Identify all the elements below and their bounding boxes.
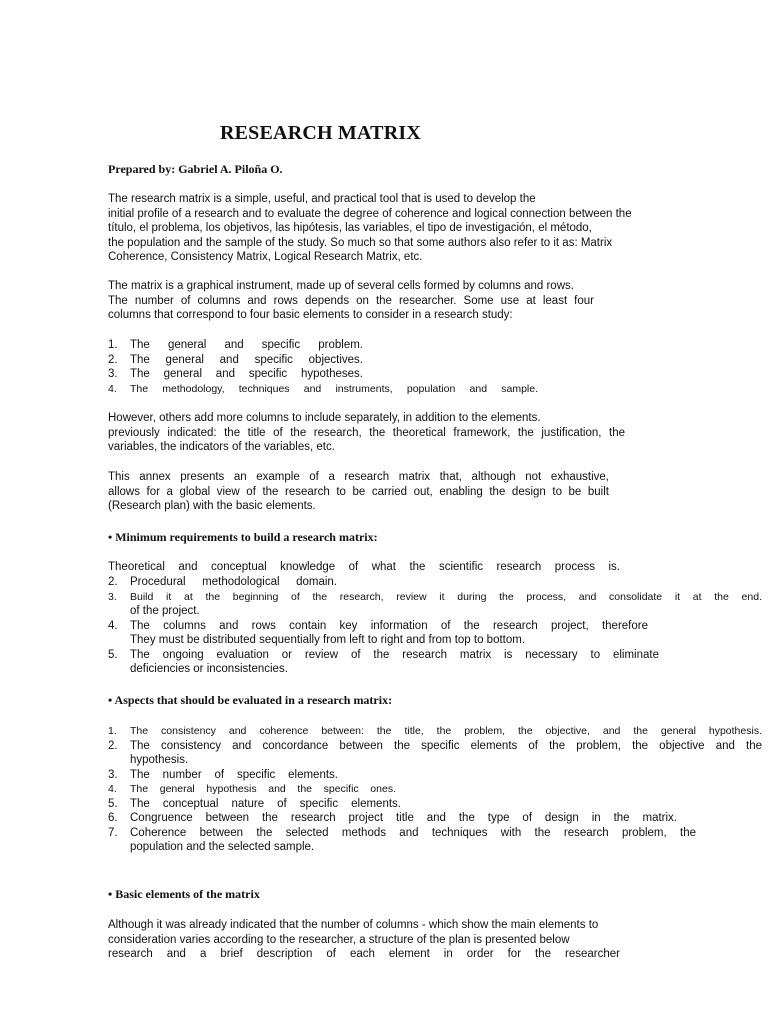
list-item: 4. The general hypothesis and the specific ones. — [108, 783, 396, 795]
text-line: Coherence, Consistency Matrix, Logical Research Matrix, etc. — [108, 251, 423, 263]
requirements-list — [108, 575, 762, 677]
requirements-first-line: Theoretical and conceptual knowledge of what the scientific research process is. — [108, 561, 620, 573]
list-item: 4. The methodology, techniques and instruments, population and sample. — [108, 382, 538, 395]
list-item: 3. Build it at the beginning of the research, review it during the process, and consolidate it at the end. of the project. — [108, 590, 762, 617]
text-line: consideration varies according to the researcher, a structure of the plan is presented below — [108, 933, 570, 946]
text-line: título, el problema, los objetivos, las hipótesis, las variables, el tipo de investigación, el método, — [108, 222, 592, 234]
minimum-requirements-heading: • Minimum requirements to build a research matrix: — [108, 530, 378, 544]
text-line: previously indicated: the title of the research, the theoretical framework, the justification, the — [108, 426, 625, 439]
list-item: 2. The consistency and concordance between the specific elements of the problem, the objective and the hypothesis. — [108, 739, 762, 766]
list-item: 1. The consistency and coherence between: the title, the problem, the objective, and the general hypothesis. — [108, 725, 762, 737]
text-line: Although it was already indicated that the number of columns - which show the main elements to — [108, 919, 599, 931]
text-line: columns that correspond to four basic elements to consider in a research study: — [108, 309, 513, 321]
text-line: The research matrix is a simple, useful, and practical tool that is used to develop the — [108, 193, 536, 205]
annex-paragraph — [108, 470, 609, 514]
matrix-description-paragraph — [108, 279, 594, 323]
text-line: (Research plan) with the basic elements. — [108, 500, 316, 512]
text-line: variables, the indicators of the variables, etc. — [108, 441, 335, 453]
list-item: 4. The columns and rows contain key information of the research project, therefore They must be distributed sequentially from left to right and from top to bottom. — [108, 619, 648, 646]
aspects-list — [108, 724, 762, 855]
list-item: 5. The conceptual nature of specific elements. — [108, 797, 401, 810]
text-line: The matrix is a graphical instrument, made up of several cells formed by columns and rows. — [108, 280, 574, 292]
document-title: RESEARCH MATRIX — [220, 122, 421, 144]
list-item: 7. Coherence between the selected methods and techniques with the research problem, the population and the selected sample. — [108, 826, 696, 853]
basic-elements-list — [108, 338, 538, 396]
text-line: The number of columns and rows depends on the researcher. Some use at least four — [108, 294, 594, 307]
additional-columns-paragraph — [108, 411, 625, 455]
text-line: However, others add more columns to include separately, in addition to the elements. — [108, 412, 541, 424]
basic-elements-heading: • Basic elements of the matrix — [108, 887, 260, 901]
list-item: 3. The general and specific hypotheses. — [108, 368, 363, 380]
text-line: allows for a global view of the research to be carried out, enabling the design to be built — [108, 485, 609, 498]
text-line: This annex presents an example of a research matrix that, although not exhaustive, — [108, 471, 609, 483]
intro-paragraph — [108, 192, 632, 265]
list-item: 3. The number of specific elements. — [108, 768, 338, 781]
basic-elements-paragraph — [108, 918, 620, 962]
list-item: 2. Procedural methodological domain. — [108, 576, 337, 588]
aspects-heading: • Aspects that should be evaluated in a research matrix: — [108, 693, 393, 707]
text-line: research and a brief description of each element in order for the researcher — [108, 948, 620, 960]
text-line: initial profile of a research and to evaluate the degree of coherence and logical connection between the — [108, 207, 632, 220]
list-item: 2. The general and specific objectives. — [108, 353, 363, 366]
list-item: 5. The ongoing evaluation or review of the research matrix is necessary to eliminate deficiencies or inconsistencies. — [108, 648, 659, 675]
list-item: 1. The general and specific problem. — [108, 339, 363, 351]
text-line: the population and the sample of the study. So much so that some authors also refer to it as: Matrix — [108, 236, 613, 249]
list-item: 6. Congruence between the research project title and the type of design in the matrix. — [108, 812, 677, 824]
author-line: Prepared by: Gabriel A. Piloña O. — [108, 162, 283, 176]
